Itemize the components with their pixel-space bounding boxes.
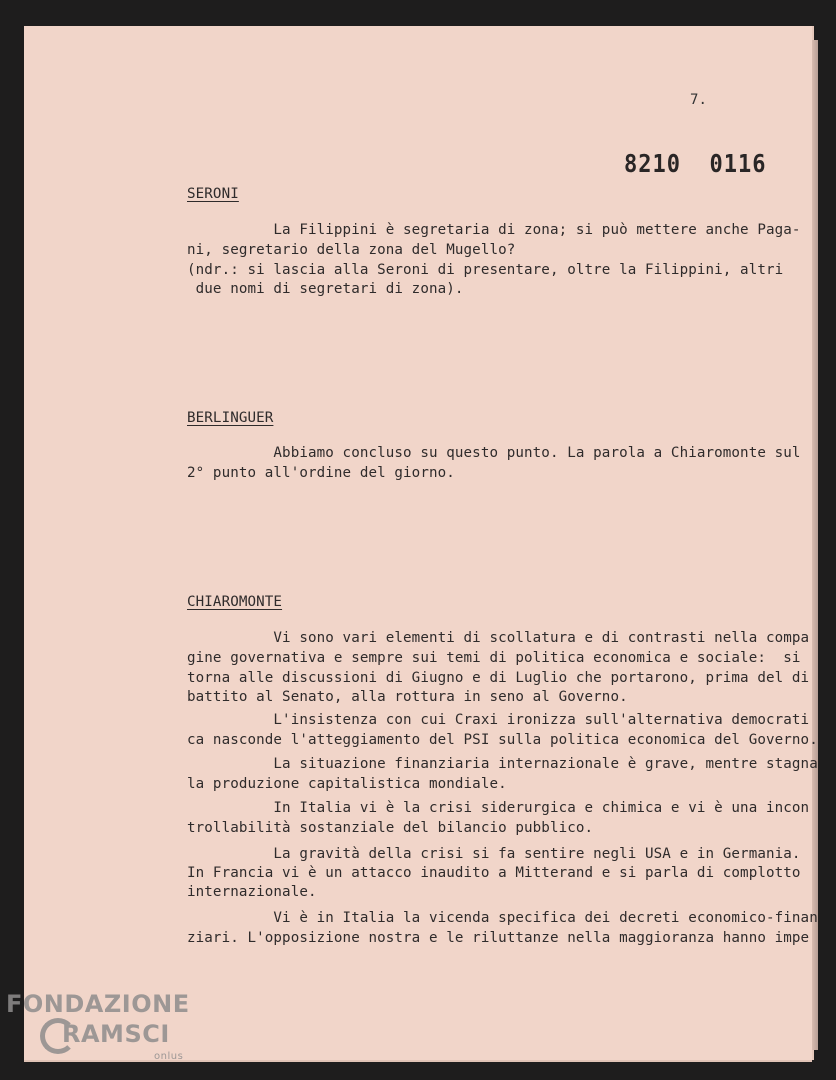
watermark-line1: FONDAZIONE [6, 990, 190, 1018]
page-edge [812, 40, 818, 1050]
text-line: Vi sono vari elementi di scollatura e di contrasti nella compa [187, 630, 810, 646]
text-line: internazionale. [187, 884, 317, 900]
text-line: la produzione capitalistica mondiale. [187, 776, 507, 792]
text-line: gine governativa e sempre sui temi di politica economica e sociale: si [187, 650, 801, 666]
text-line: ni, segretario della zona del Mugello? [187, 242, 516, 258]
text-line: trollabilità sostanziale del bilancio pubblico. [187, 820, 594, 836]
text-line: 2° punto all'ordine del giorno. [187, 465, 455, 481]
watermark-onlus: onlus [154, 1051, 184, 1062]
text-line: L'insistenza con cui Craxi ironizza sull'alternativa democrati [187, 712, 810, 728]
text-line: La situazione finanziaria internazionale è grave, mentre stagna [187, 756, 818, 772]
speaker-seroni: SERONI [187, 186, 239, 202]
text-line: battito al Senato, alla rottura in seno al Governo. [187, 689, 628, 705]
speaker-chiaromonte: CHIAROMONTE [187, 594, 283, 610]
archive-stamp: 8210 0116 [624, 150, 767, 179]
page-number: 7. [690, 92, 708, 108]
watermark-line2: RAMSCI [62, 1020, 170, 1048]
text-line: Vi è in Italia la vicenda specifica dei decreti economico-finan [187, 910, 818, 926]
text-line: due nomi di segretari di zona). [187, 281, 464, 297]
text-line: ziari. L'opposizione nostra e le riluttanze nella maggioranza hanno impe [187, 930, 810, 946]
speaker-berlinguer: BERLINGUER [187, 410, 274, 426]
text-line: ca nasconde l'atteggiamento del PSI sulla politica economica del Governo. [187, 732, 818, 748]
text-line: In Italia vi è la crisi siderurgica e chimica e vi è una incon [187, 800, 810, 816]
fondazione-gramsci-watermark [6, 990, 190, 1062]
text-line: La Filippini è segretaria di zona; si può mettere anche Paga- [187, 222, 801, 238]
text-line: (ndr.: si lascia alla Seroni di presentare, oltre la Filippini, altri [187, 262, 784, 278]
text-line: La gravità della crisi si fa sentire negli USA e in Germania. [187, 846, 801, 862]
document-page [24, 26, 812, 1060]
text-line: torna alle discussioni di Giugno e di Luglio che portarono, prima del di [187, 670, 810, 686]
text-line: Abbiamo concluso su questo punto. La parola a Chiaromonte sul [187, 445, 801, 461]
text-line: In Francia vi è un attacco inaudito a Mitterand e si parla di complotto [187, 865, 801, 881]
